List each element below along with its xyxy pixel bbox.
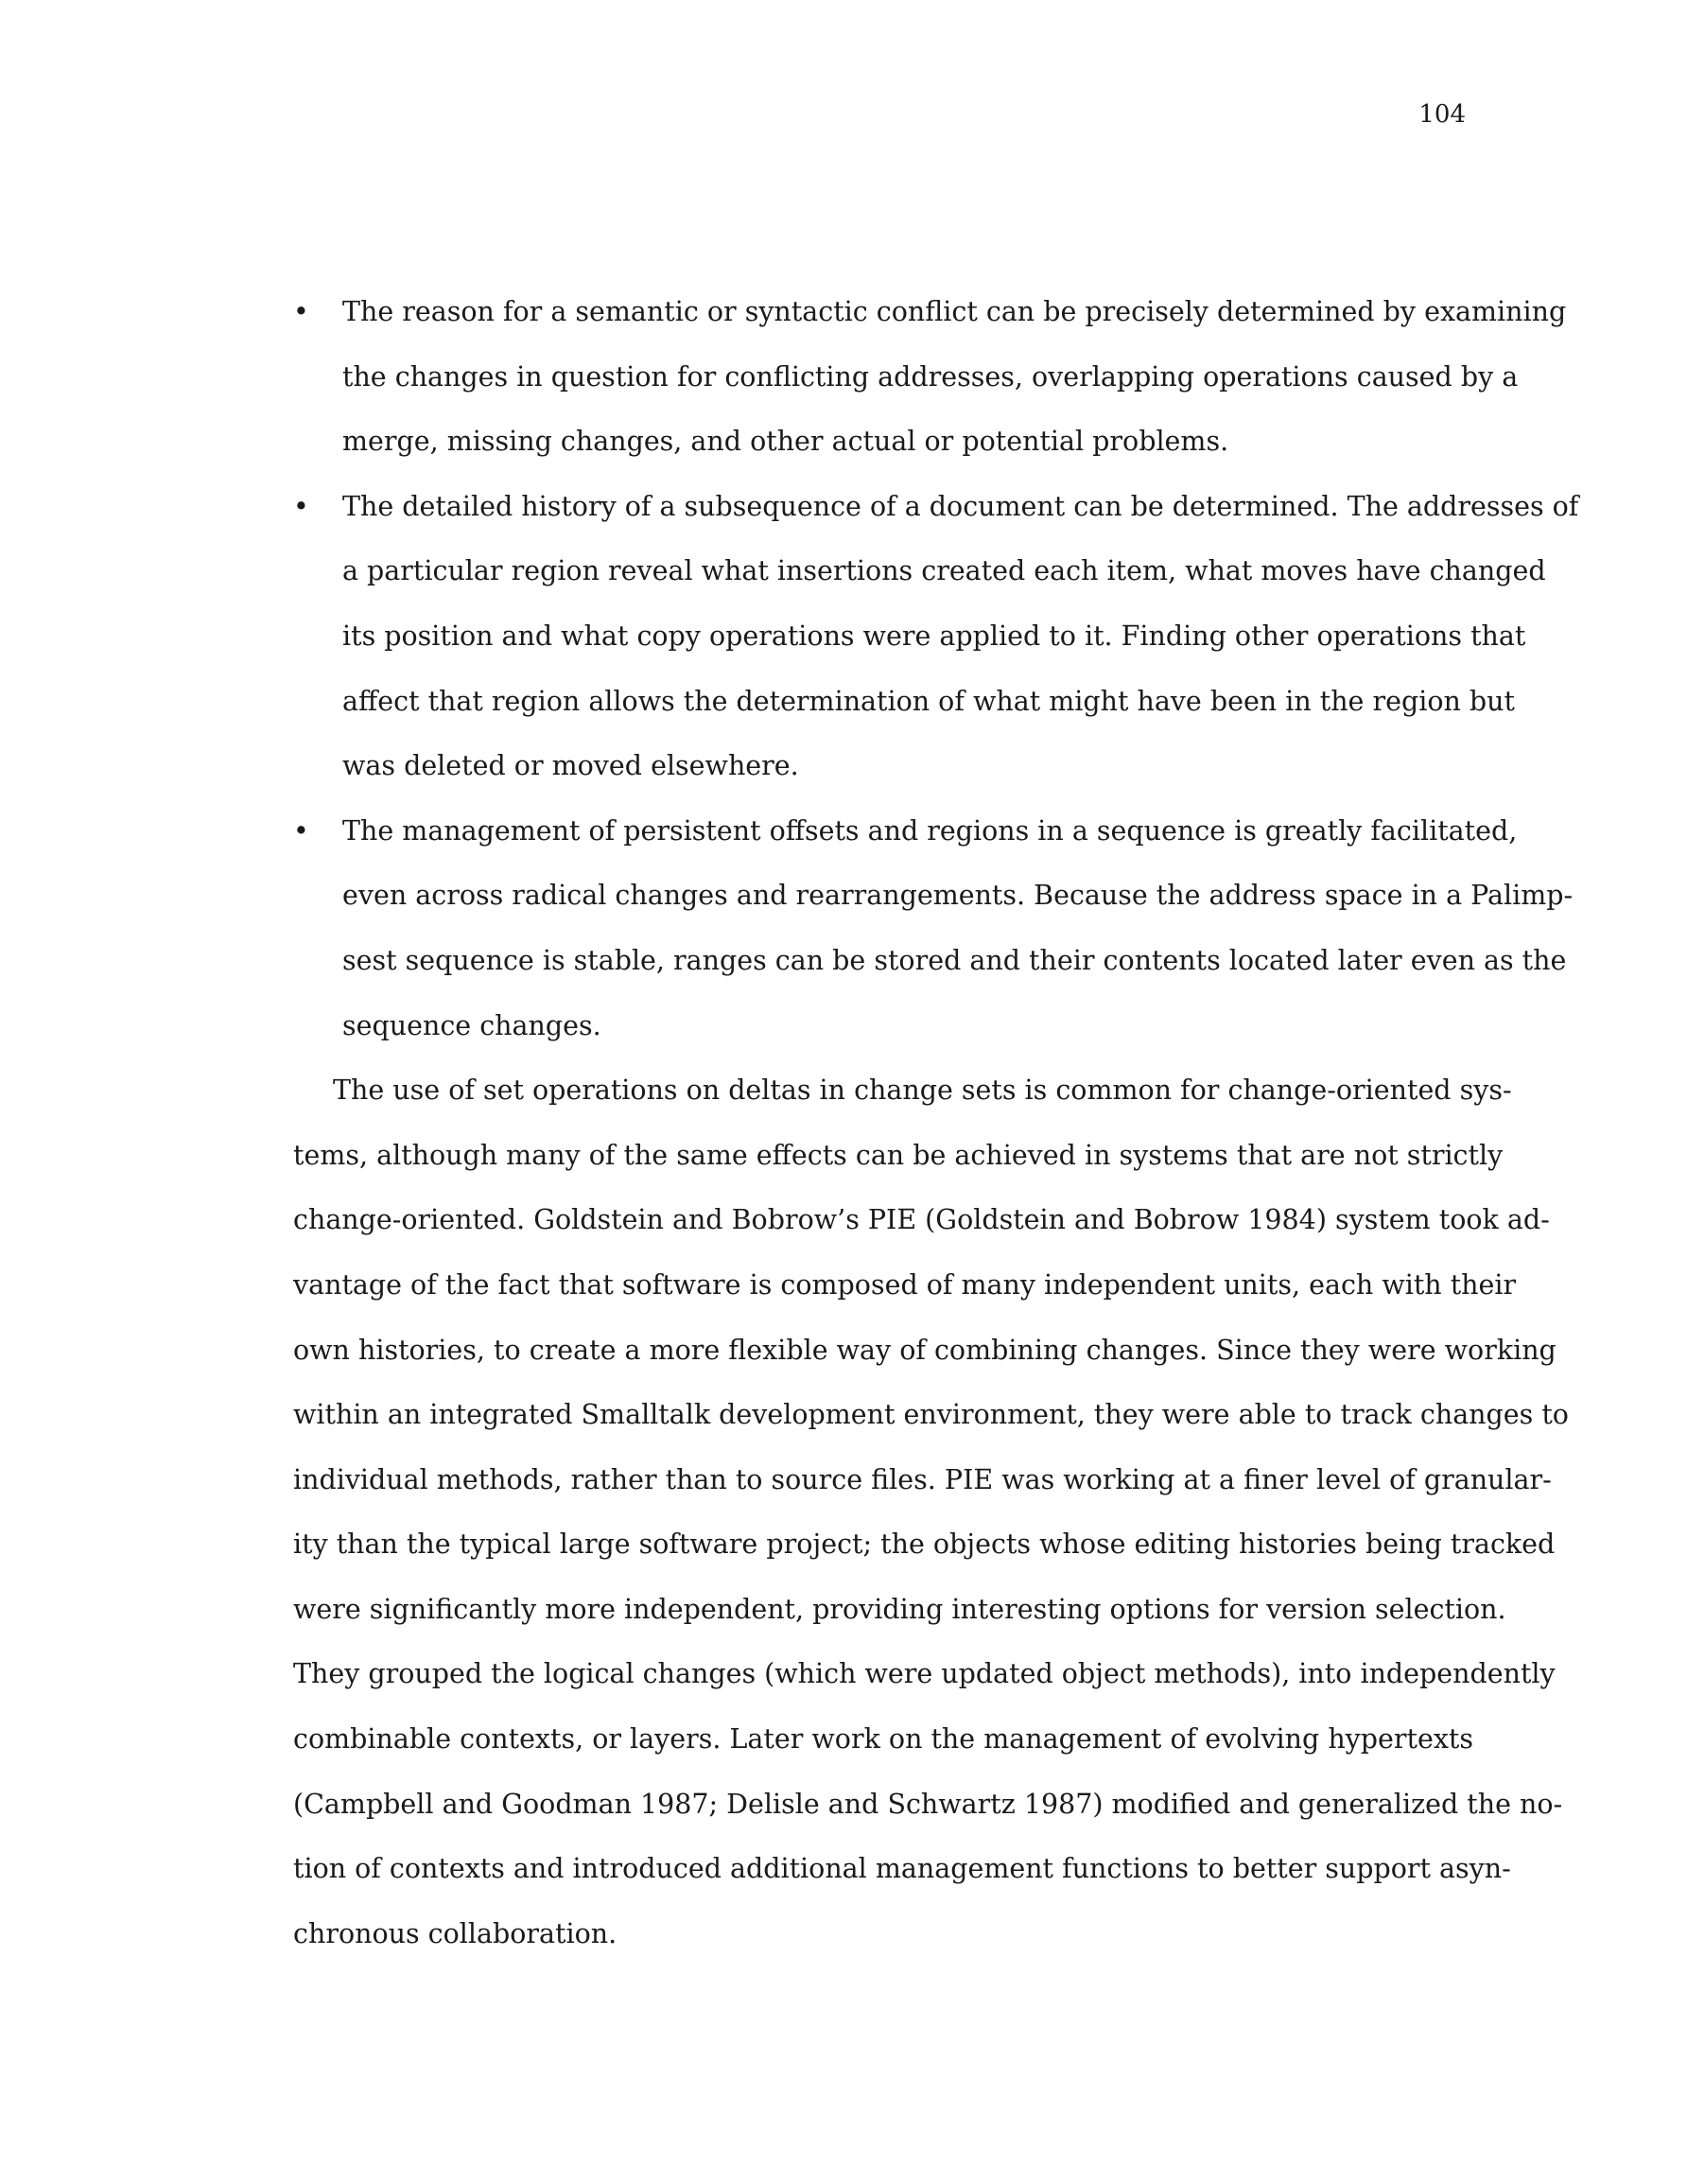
text-line: (Campbell and Goodman 1987; Delisle and Schwartz 1987) modified and generalized the no-: [293, 1788, 1563, 1820]
bullet-marker: •: [293, 296, 309, 327]
text-line: vantage of the fact that software is composed of many independent units, each with their: [293, 1268, 1517, 1301]
page-number: 104: [1418, 100, 1466, 129]
text-line: tion of contexts and introduced additional management functions to better support asyn-: [293, 1853, 1511, 1885]
text-line: a particular region reveal what insertions created each item, what moves have changed: [342, 555, 1546, 587]
bullet-item-2: [293, 475, 1579, 799]
text-line: even across radical changes and rearrangements. Because the address space in a Palimp-: [342, 880, 1574, 912]
text-line: affect that region allows the determination of what might have been in the region but: [342, 685, 1515, 717]
text-line: The use of set operations on deltas in change sets is common for change-oriented sys-: [333, 1075, 1512, 1107]
text-line: sest sequence is stable, ranges can be stored and their contents located later even as the: [342, 944, 1567, 976]
text-line: merge, missing changes, and other actual or potential problems.: [342, 426, 1229, 458]
text-line: The reason for a semantic or syntactic conflict can be precisely determined by examining: [342, 296, 1567, 327]
text-line: sequence changes.: [342, 1009, 601, 1041]
body-paragraph: [293, 1058, 1569, 1966]
text-line: was deleted or moved elsewhere.: [342, 750, 799, 782]
text-line: ity than the typical large software project; the objects whose editing histories being tracked: [293, 1529, 1556, 1561]
bullet-list: [293, 280, 1579, 1058]
text-line: were significantly more independent, providing interesting options for version selection.: [293, 1593, 1506, 1625]
bullet-item-1: [293, 280, 1567, 475]
text-line: its position and what copy operations were applied to it. Finding other operations that: [342, 620, 1526, 652]
text-line: change-oriented. Goldstein and Bobrow’s PIE (Goldstein and Bobrow 1984) system took ad-: [293, 1204, 1550, 1236]
text-line: combinable contexts, or layers. Later work on the management of evolving hypertexts: [293, 1723, 1473, 1756]
bullet-item-3: [293, 799, 1574, 1058]
text-line: The management of persistent offsets and regions in a sequence is greatly facilitated,: [342, 814, 1518, 847]
text-line: the changes in question for conflicting addresses, overlapping operations caused by a: [342, 360, 1519, 393]
bullet-marker: •: [293, 814, 309, 847]
bullet-marker: •: [293, 490, 309, 522]
text-line: own histories, to create a more flexible way of combining changes. Since they were working: [293, 1334, 1557, 1366]
page-body: [293, 280, 1579, 1966]
text-line: The detailed history of a subsequence of a document can be determined. The addresses of: [342, 490, 1579, 522]
text-line: They grouped the logical changes (which were updated object methods), into independently: [293, 1658, 1556, 1690]
text-line: tems, although many of the same effects can be achieved in systems that are not strictly: [293, 1139, 1504, 1171]
text-line: within an integrated Smalltalk development environment, they were able to track changes to: [293, 1399, 1569, 1431]
text-line: chronous collaboration.: [293, 1917, 617, 1949]
text-line: individual methods, rather than to source files. PIE was working at a finer level of granular-: [293, 1463, 1552, 1495]
